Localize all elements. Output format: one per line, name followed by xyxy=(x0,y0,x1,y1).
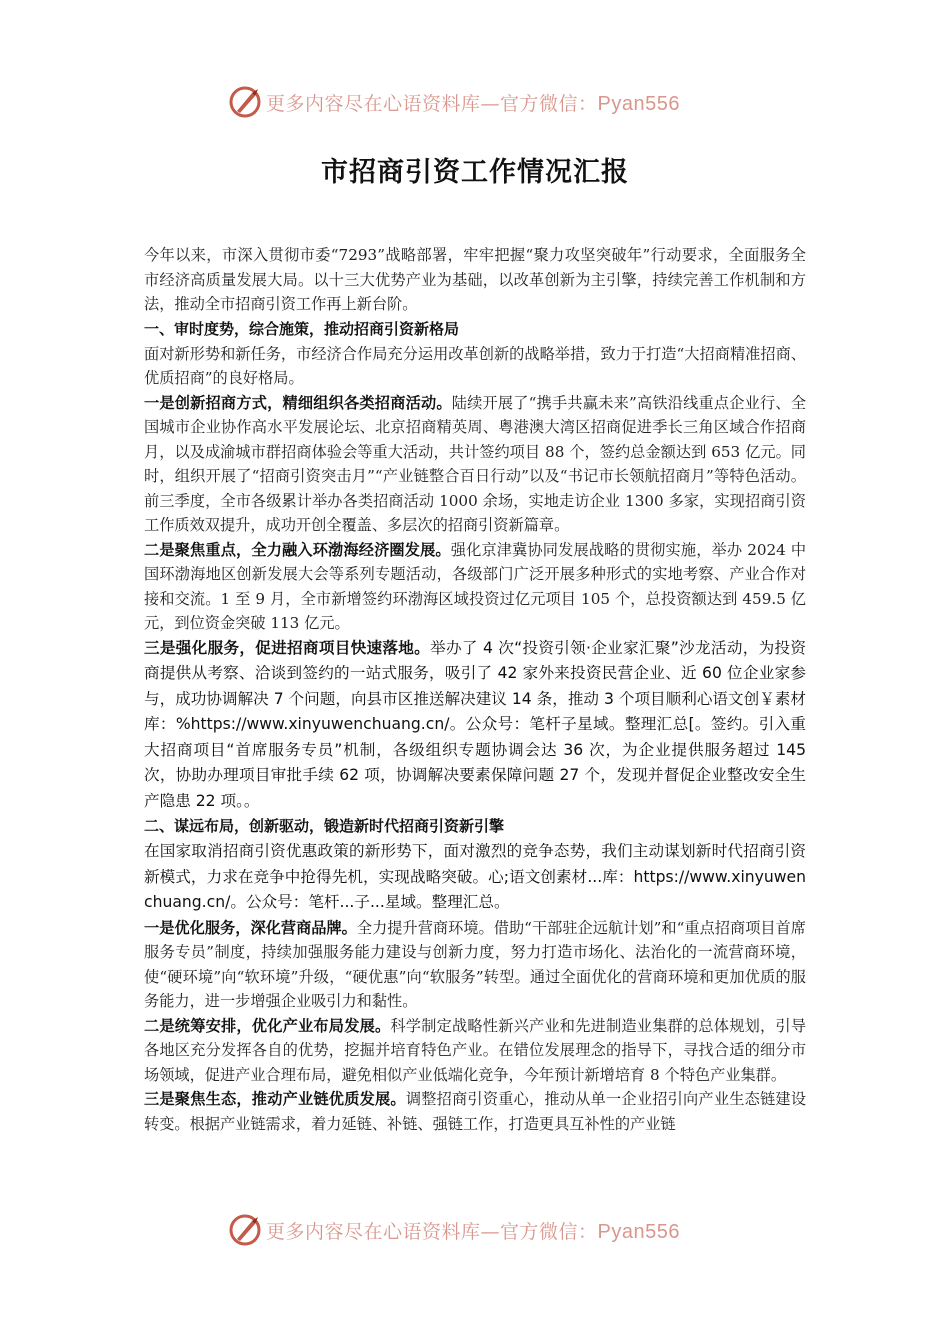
quill-pen-logo-icon xyxy=(228,85,262,119)
banner-text: 更多内容尽在心语资料库—官方微信：Pyan556 xyxy=(266,92,680,115)
section-2-item-2: 二是统筹安排，优化产业布局发展。科学制定战略性新兴产业和先进制造业集群的总体规划，引导各地区充分发挥各自的优势，挖掘并培育特色产业。在错位发展理念的指导下，寻找合适的细分市场领域，促进产业合理布局，避免相似产业低端化竞争，今年预计新增培育 8 个特色产业集群。 xyxy=(144,1016,807,1084)
quill-pen-logo-icon xyxy=(228,1213,262,1247)
section-1-heading: 一、审时度势，综合施策，推动招商引资新格局 xyxy=(144,319,460,338)
footer-watermark-banner xyxy=(228,1210,728,1250)
section-1-item-1: 一是创新招商方式，精细组织各类招商活动。陆续开展了“携手共赢未来”高铁沿线重点企业行、全国城市企业协作高水平发展论坛、北京招商精英周、粤港澳大湾区招商促进季长三角区域合作招商月，以及成渝城市群招商体验会等重大活动，共计签约项目 88 个，签约总金额达到 653 亿元。同时，组织开展了“招商引资突击月”“产业链整合百日行动”以及“书记市长领航招商月”等特色活动。前三季度，全市各级累计举办各类招商活动 1000 余场，实地走访企业 1300 多家，实现招商引资工作质效双提升，成功开创全覆盖、多层次的招商引资新篇章。 xyxy=(144,393,807,534)
header-watermark-banner xyxy=(228,82,728,122)
section-2-item-1: 一是优化服务，深化营商品牌。全力提升营商环境。借助“干部驻企远航计划”和“重点招商项目首席服务专员”制度，持续加强服务能力建设与创新力度，努力打造市场化、法治化的一流营商环境，使“硬环境”向“软环境”升级，“硬优惠”向“软服务”转型。通过全面优化的营商环境和更加优质的服务能力，进一步增强企业吸引力和黏性。 xyxy=(144,918,806,1010)
banner-text: 更多内容尽在心语资料库—官方微信：Pyan556 xyxy=(266,1220,680,1243)
section-1-item-2: 二是聚焦重点，全力融入环渤海经济圈发展。强化京津冀协同发展战略的贯彻实施，举办 2024 中国环渤海地区创新发展大会等系列专题活动，各级部门广泛开展多种形式的实地考察、产业合作对接和交流。1 至 9 月，全市新增签约环渤海区域投资过亿元项目 105 个，总投资额达到 459.5 亿元，到位资金突破 113 亿元。 xyxy=(144,540,807,632)
section-2-heading: 二、谋远布局，创新驱动，锻造新时代招商引资新引擎 xyxy=(144,817,505,835)
document-title: 市招商引资工作情况汇报 xyxy=(321,157,629,188)
section-2-item-3: 三是聚焦生态，推动产业链优质发展。调整招商引资重心，推动从单一企业招引向产业生态链建设转变。根据产业链需求，着力延链、补链、强链工作，打造更具互补性的产业链 xyxy=(144,1090,807,1133)
section-1-intro: 面对新形势和新任务，市经济合作局充分运用改革创新的战略举措，致力于打造“大招商精准招商、优质招商”的良好格局。 xyxy=(144,344,806,387)
section-2-intro: 在国家取消招商引资优惠政策的新形势下，面对激烈的竞争态势，我们主动谋划新时代招商引资新模式，力求在竞争中抢得先机，实现战略突破。心;语文创素材...库：https://www.xinyuwenchuang.cn/。公众号：笔杆...子...星域。整理汇总。 xyxy=(144,842,806,911)
document-body xyxy=(144,243,806,1136)
intro-paragraph: 今年以来，市深入贯彻市委“7293”战略部署，牢牢把握“聚力攻坚突破年”行动要求，全面服务全市经济高质量发展大局。以十三大优势产业为基础，以改革创新为主引擎，持续完善工作机制和方法，推动全市招商引资工作再上新台阶。 xyxy=(144,246,806,313)
section-1-item-3: 三是强化服务，促进招商项目快速落地。举办了 4 次“投资引领·企业家汇聚”沙龙活动，为投资商提供从考察、洽谈到签约的一站式服务，吸引了 42 家外来投资民营企业、近 60 位企业家参与，成功协调解决 7 个问题，向县市区推送解决建议 14 条，推动 3 个项目顺利心语文创￥素材库：%https://www.xinyuwenchuang.cn/。公众号：笔杆子星域。整理汇总[。签约。引入重大招商项目“首席服务专员”机制，各级组织专题协调会达 36 次，为企业提供服务超过 145 次，协助办理项目审批手续 62 项，协调解决要素保障问题 27 个，发现并督促企业整改安全生产隐患 22 项。。 xyxy=(144,638,806,810)
